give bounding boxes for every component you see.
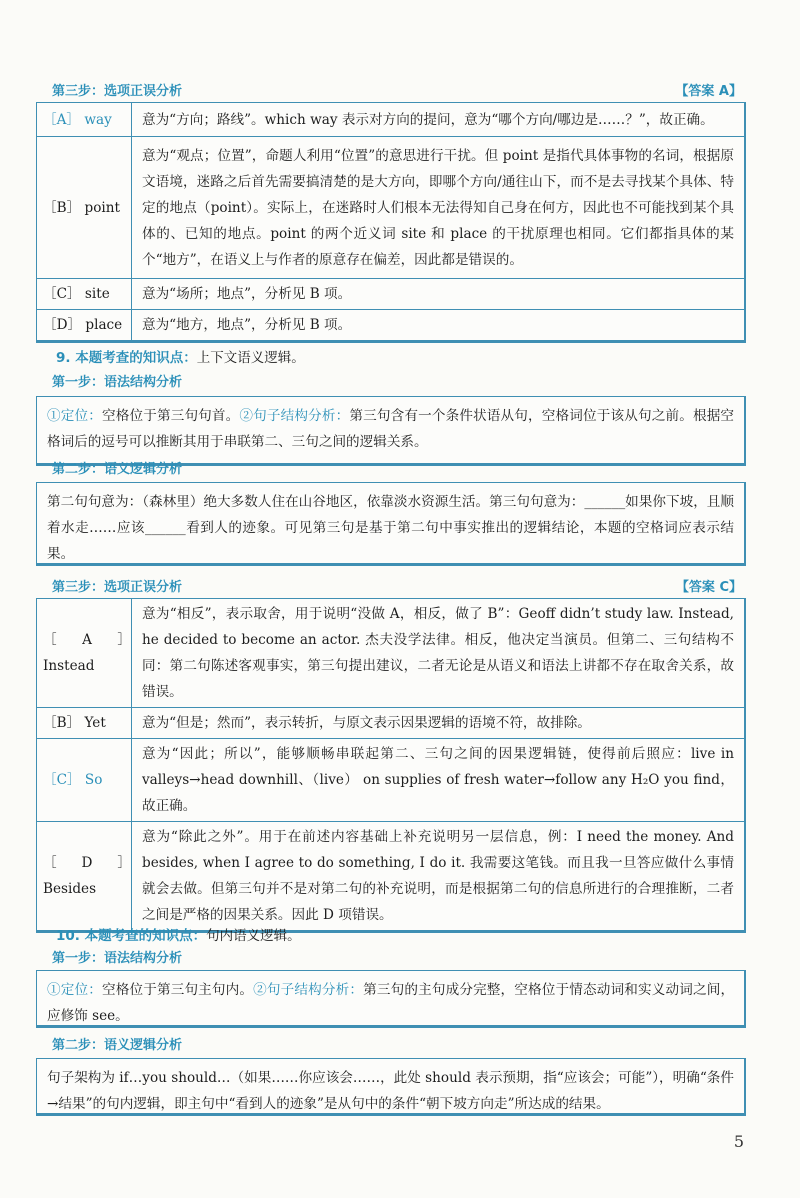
question-topic: 上下文语义逻辑。 bbox=[196, 350, 305, 366]
option-explanation: 意为“相反”，表示取舍，用于说明“没做 A，相反，做了 B”：Geoff didn’t study law. Instead, he decided to become an actor. 杰夫没学法律。相反，他决定当演员。但第二、三句结构不同：第二句陈述客观事实，第三句提出建议，二者无论是从语义和语法上讲都不存在取舍关系，故错误。 bbox=[132, 599, 746, 708]
option-label: ［B］ point bbox=[37, 137, 132, 279]
q9-semantic-box bbox=[36, 482, 746, 566]
answer-badge: 【答案 A】 bbox=[675, 84, 742, 99]
step-title-q9-step2 bbox=[52, 458, 742, 478]
step-title-text: 第二步：语义逻辑分析 bbox=[52, 462, 183, 477]
locate-label: ①定位： bbox=[47, 982, 102, 998]
structure-text: 第三句的主句成分完整，空格位于情态动词和实义动词之间，应修饰 see。 bbox=[47, 982, 735, 1024]
table-row bbox=[37, 739, 746, 822]
table-row bbox=[37, 279, 746, 310]
locate-text: 空格位于第三句句首。 bbox=[101, 408, 240, 424]
table-row bbox=[37, 708, 746, 739]
question-number: 9. 本题考查的知识点： bbox=[56, 350, 197, 366]
step-title-q10-step2 bbox=[52, 1034, 742, 1054]
step-title-q9-step3 bbox=[52, 576, 742, 596]
table-row bbox=[37, 310, 746, 342]
option-label: ［A］ Instead bbox=[37, 599, 132, 708]
option-label: ［C］ So bbox=[37, 739, 132, 822]
option-explanation: 意为“因此；所以”，能够顺畅串联起第二、三句之间的因果逻辑链，使得前后照应：live in valleys→head downhill、（live） on supplies of fresh water→follow any H₂O you find，故正确。 bbox=[132, 739, 746, 822]
step-title-text: 第二步：语义逻辑分析 bbox=[52, 1038, 183, 1053]
answer-badge: 【答案 C】 bbox=[675, 580, 742, 595]
structure-label: ②句子结构分析： bbox=[239, 408, 350, 424]
options-table-top bbox=[36, 102, 746, 343]
table-row bbox=[37, 137, 746, 279]
locate-label: ①定位： bbox=[47, 408, 102, 424]
locate-text: 空格位于第三句主句内。 bbox=[101, 982, 254, 998]
step-title-q10-step1 bbox=[52, 947, 742, 967]
question-9-heading bbox=[56, 346, 742, 366]
question-10-heading bbox=[56, 924, 742, 944]
option-explanation: 意为“观点；位置”，命题人利用“位置”的意思进行干扰。但 point 是指代具体事物的名词，根据原文语境，迷路之后首先需要搞清楚的是大方向，即哪个方向/通往山下，而不是去寻找某个具体、特定的地点（point）。实际上，在迷路时人们根本无法得知自己身在何方，因此也不可能找到某个具体的、已知的地点。point 的两个近义词 site 和 place 的干扰原理也相同。它们都指具体的某个“地方”，在语义上与作者的原意存在偏差，因此都是错误的。 bbox=[132, 137, 746, 279]
step-title-q8-step3 bbox=[52, 80, 742, 100]
structure-text: 第三句含有一个条件状语从句，空格词位于该从句之前。根据空格词后的逗号可以推断其用于串联第二、三句之间的逻辑关系。 bbox=[47, 408, 735, 450]
q10-semantic-box bbox=[36, 1058, 746, 1116]
option-label: ［D］ place bbox=[37, 310, 132, 342]
question-topic: 句内语义逻辑。 bbox=[206, 928, 301, 944]
question-number: 10. 本题考查的知识点： bbox=[56, 928, 207, 944]
table-row bbox=[37, 103, 746, 137]
semantic-text: 第二句句意为：（森林里）绝大多数人住在山谷地区，依靠淡水资源生活。第三句句意为：______如果你下坡，且顺着水走……应该______看到人的迹象。可见第三句是基于第二句中事实推出的逻辑结论，本题的空格词应表示结果。 bbox=[47, 494, 734, 562]
option-explanation: 意为“但是；然而”，表示转折，与原文表示因果逻辑的语境不符，故排除。 bbox=[132, 708, 746, 739]
table-row bbox=[37, 599, 746, 708]
option-explanation: 意为“除此之外”。用于在前述内容基础上补充说明另一层信息，例：I need the money. And besides, when I agree to do something, I do it. 我需要这笔钱。而且我一旦答应做什么事情就会去做。但第三句并不是对第二句的补充说明，而是根据第二句的信息所进行的合理推断，二者之间是严格的因果关系。因此 D 项错误。 bbox=[132, 822, 746, 932]
option-label: ［D］ Besides bbox=[37, 822, 132, 932]
option-label: ［B］ Yet bbox=[37, 708, 132, 739]
option-explanation: 意为“场所；地点”，分析见 B 项。 bbox=[132, 279, 746, 310]
step-title-text: 第三步：选项正误分析 bbox=[52, 580, 183, 595]
q9-grammar-box bbox=[36, 396, 746, 466]
semantic-text: 句子架构为 if…you should…（如果……你应该会……，此处 should 表示预期，指“应该会；可能”），明确“条件→结果”的句内逻辑，即主句中“看到人的迹象”是从句中的条件“朝下坡方向走”所达成的结果。 bbox=[47, 1070, 734, 1112]
option-label: ［A］ way bbox=[37, 103, 132, 137]
step-title-text: 第三步：选项正误分析 bbox=[52, 84, 183, 99]
step-title-text: 第一步：语法结构分析 bbox=[52, 375, 183, 390]
option-explanation: 意为“地方，地点”，分析见 B 项。 bbox=[132, 310, 746, 342]
option-explanation: 意为“方向；路线”。which way 表示对方向的提问，意为“哪个方向/哪边是……？”，故正确。 bbox=[132, 103, 746, 137]
option-label: ［C］ site bbox=[37, 279, 132, 310]
step-title-text: 第一步：语法结构分析 bbox=[52, 951, 183, 966]
options-table-q9 bbox=[36, 598, 746, 933]
table-row bbox=[37, 822, 746, 932]
page-number: 5 bbox=[733, 1132, 744, 1151]
q10-grammar-box bbox=[36, 970, 746, 1028]
step-title-q9-step1 bbox=[52, 371, 742, 391]
structure-label: ②句子结构分析： bbox=[253, 982, 364, 998]
